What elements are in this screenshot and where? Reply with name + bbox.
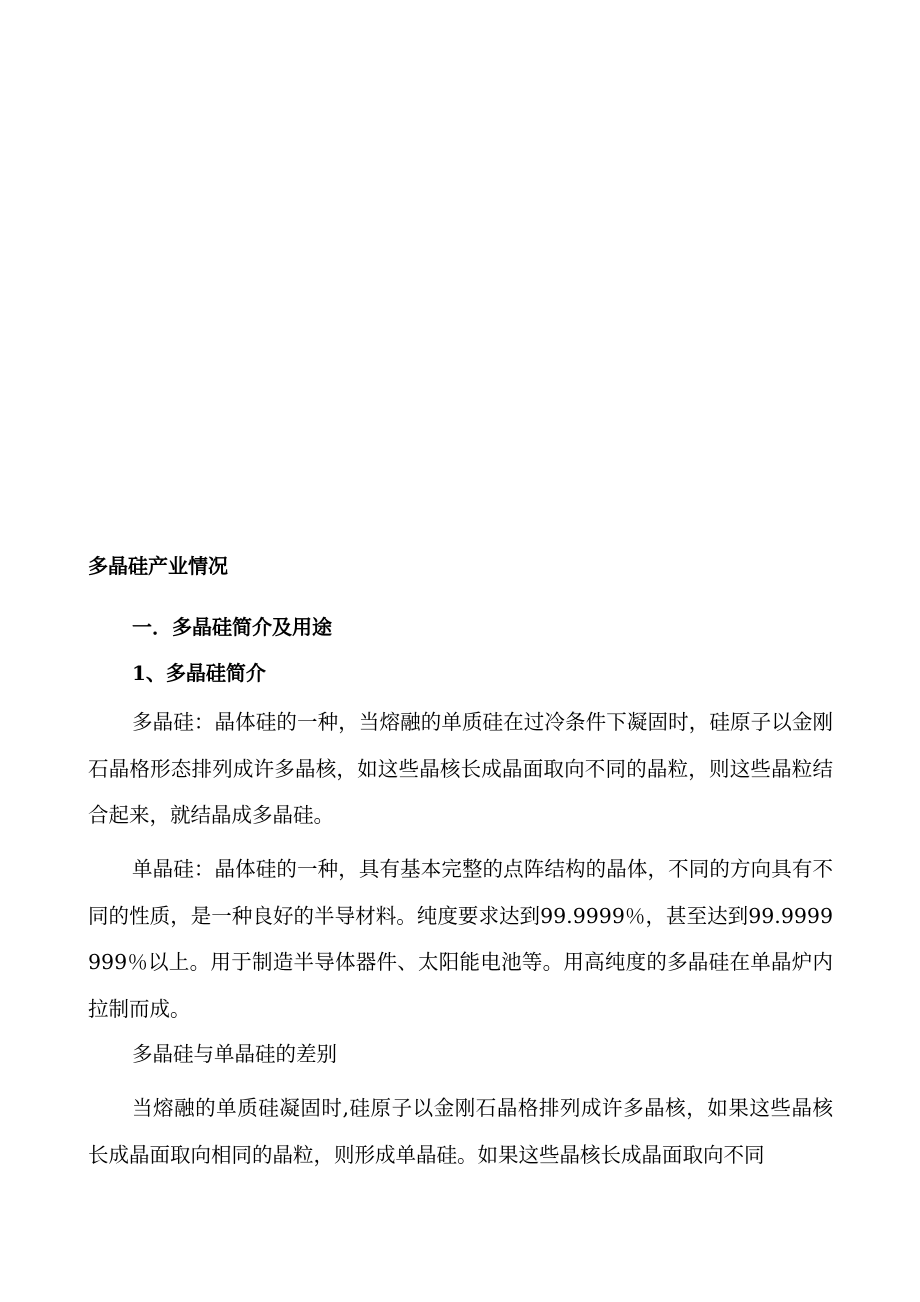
section-heading: 一．多晶硅简介及用途 (132, 615, 332, 639)
sub-heading: 1、多晶硅简介 (132, 661, 266, 685)
paragraph-difference-text: 当熔融的单质硅凝固时,硅原子以金刚石晶格排列成许多晶核，如果这些晶核长成晶面取向相同的晶粒，则形成单晶硅。如果这些晶核长成晶面取向不同 (88, 1096, 833, 1167)
paragraph-polysilicon-definition: 多晶硅：晶体硅的一种，当熔融的单质硅在过冷条件下凝固时，硅原子以金刚石晶格形态排列成许多晶核，如这些晶核长成晶面取向不同的晶粒，则这些晶粒结合起来，就结晶成多晶硅。 (88, 710, 833, 827)
paragraph-difference-heading: 多晶硅与单晶硅的差别 (132, 1042, 337, 1066)
paragraph-monocrystalline-definition: 单晶硅：晶体硅的一种，具有基本完整的点阵结构的晶体，不同的方向具有不同的性质，是一种良好的半导材料。纯度要求达到99.9999％，甚至达到99.9999999％以上。用于制造半导体器件、太阳能电池等。用高纯度的多晶硅在单晶炉内拉制而成。 (88, 857, 833, 1021)
document-title: 多晶硅产业情况 (88, 554, 228, 578)
